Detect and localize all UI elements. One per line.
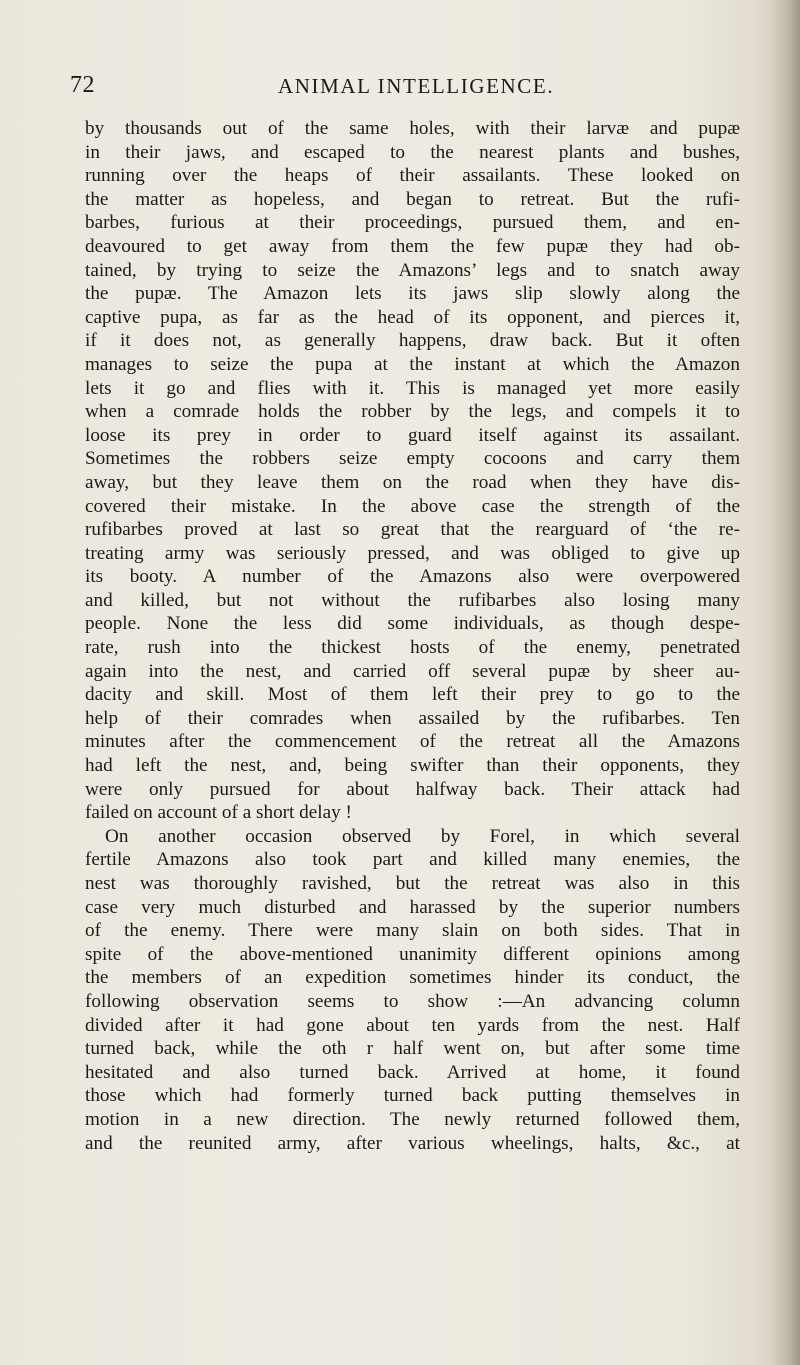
text-line: again into the nest, and carried off several pupæ by sheer au- [85, 660, 740, 682]
text-line: its booty. A number of the Amazons also were overpowered [85, 566, 740, 588]
text-line: fertile Amazons also took part and killed many enemies, the [85, 849, 740, 871]
text-line: in their jaws, and escaped to the nearest plants and bushes, [85, 141, 740, 163]
text-line: failed on account of a short delay ! [85, 802, 352, 824]
text-line: were only pursued for about halfway back. Their attack had [85, 778, 740, 800]
text-line: nest was thoroughly ravished, but the retreat was also in this [85, 873, 740, 894]
text-line: away, but they leave them on the road when they have dis- [85, 471, 740, 493]
text-line: motion in a new direction. The newly returned followed them, [85, 1108, 740, 1130]
text-line: if it does not, as generally happens, draw back. But it often [85, 330, 740, 352]
text-line: and the reunited army, after various wheelings, halts, &c., at [85, 1132, 740, 1154]
text-line: barbes, furious at their proceedings, pursued them, and en- [85, 212, 740, 234]
text-line: loose its prey in order to guard itself against its assailant. [85, 424, 740, 446]
text-line: the pupæ. The Amazon lets its jaws slip slowly along the [85, 283, 740, 305]
text-line: captive pupa, as far as the head of its opponent, and pierces it, [85, 306, 740, 328]
body-text [85, 117, 740, 1155]
text-line: those which had formerly turned back putting themselves in [85, 1085, 740, 1107]
text-line: running over the heaps of their assailants. These looked on [85, 165, 740, 187]
text-line: turned back, while the oth r half went on, but after some time [85, 1038, 740, 1060]
text-line: the matter as hopeless, and began to retreat. But the rufi- [85, 188, 740, 210]
page-header [0, 72, 800, 106]
text-line: the members of an expedition sometimes hinder its conduct, the [85, 967, 740, 989]
text-line: tained, by trying to seize the Amazons’ legs and to snatch away [85, 259, 740, 281]
text-line: deavoured to get away from them the few pupæ they had ob- [85, 235, 740, 257]
text-line: On another occasion observed by Forel, in which several [105, 825, 740, 847]
text-line: had left the nest, and, being swifter than their opponents, they [85, 755, 740, 777]
text-line: following observation seems to show :—An advancing column [85, 990, 740, 1012]
text-line: Sometimes the robbers seize empty cocoons and carry them [85, 448, 740, 470]
text-line: manages to seize the pupa at the instant at which the Amazon [85, 353, 740, 375]
text-line: spite of the above-mentioned unanimity different opinions among [85, 943, 740, 965]
text-line: case very much disturbed and harassed by the superior numbers [85, 896, 740, 918]
page-edge-shadow [770, 0, 800, 1365]
running-head: ANIMAL INTELLIGENCE. [278, 74, 555, 98]
text-line: rufibarbes proved at last so great that the rearguard of ‘the re- [85, 519, 740, 541]
text-line: and killed, but not without the rufibarbes also losing many [85, 589, 740, 611]
text-line: lets it go and flies with it. This is managed yet more easily [85, 377, 740, 399]
text-line: people. None the less did some individuals, as though despe- [85, 613, 740, 635]
text-line: rate, rush into the thickest hosts of the enemy, penetrated [85, 637, 740, 659]
text-line: divided after it had gone about ten yards from the nest. Half [85, 1014, 740, 1036]
page-number: 72 [70, 72, 95, 98]
text-line: treating army was seriously pressed, and was obliged to give up [85, 542, 740, 564]
text-line: help of their comrades when assailed by the rufibarbes. Ten [85, 707, 740, 729]
text-line: minutes after the commencement of the retreat all the Amazons [85, 731, 740, 753]
text-line: when a comrade holds the robber by the legs, and compels it to [85, 401, 740, 423]
text-line: hesitated and also turned back. Arrived at home, it found [85, 1061, 740, 1083]
text-line: of the enemy. There were many slain on both sides. That in [85, 920, 740, 942]
text-line: dacity and skill. Most of them left their prey to go to the [85, 684, 740, 706]
text-line: covered their mistake. In the above case the strength of the [85, 495, 740, 517]
text-line: by thousands out of the same holes, with their larvæ and pupæ [85, 118, 740, 139]
